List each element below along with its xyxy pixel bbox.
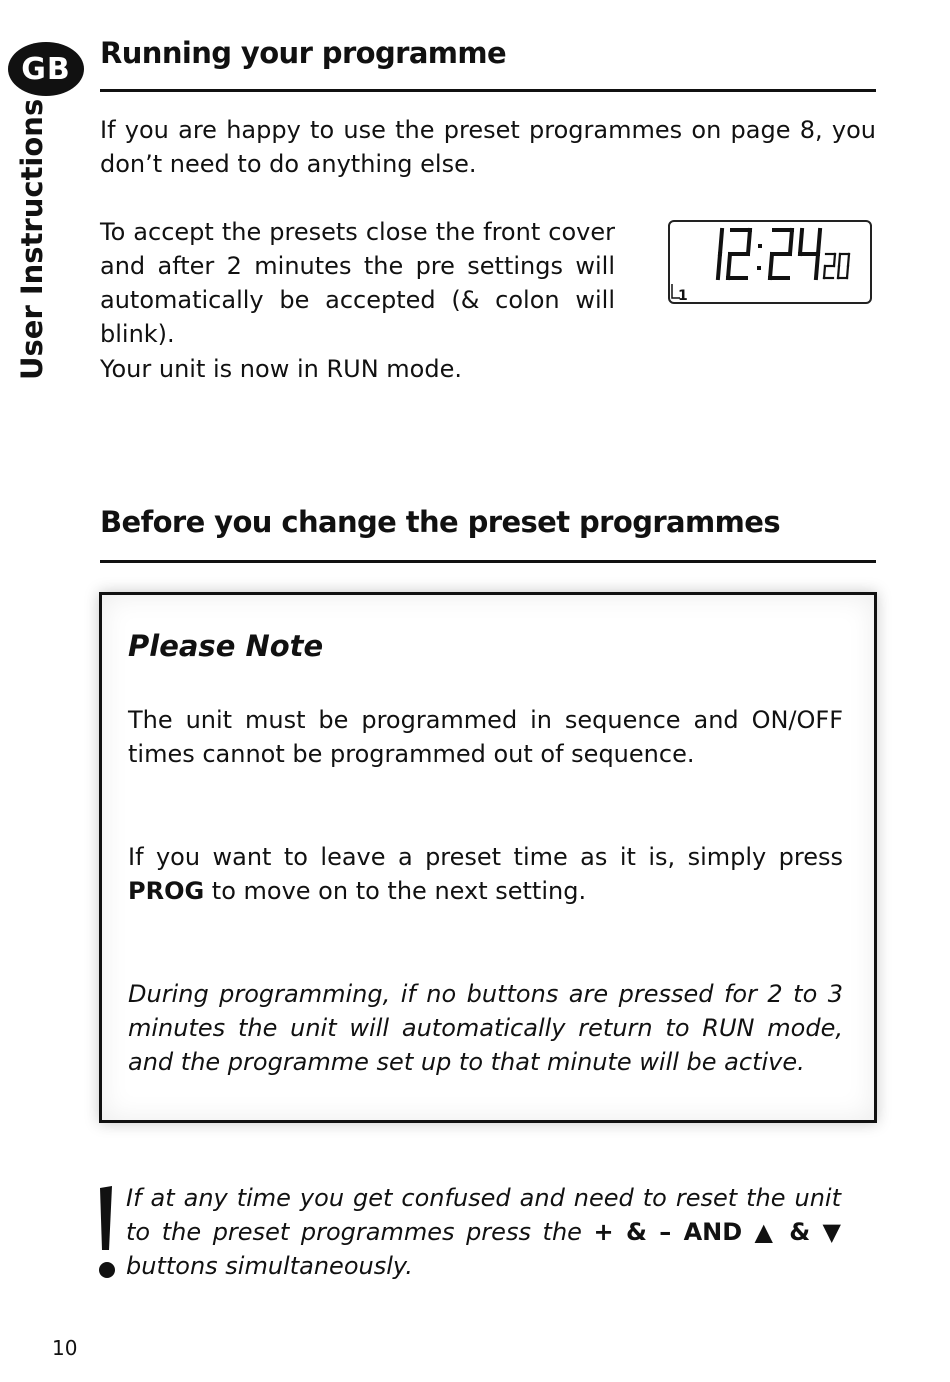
reset-warning-paragraph: If at any time you get confused and need to reset the unit to the preset programmes press the + & – AND ▲ & ▼ buttons simultaneously.	[126, 1184, 841, 1280]
lcd-seconds-digit	[834, 254, 835, 266]
lcd-day-number: 1	[678, 288, 688, 302]
note-timeout-paragraph: During programming, if no buttons are pressed for 2 to 3 minutes the unit will automatically return to RUN mode, and the programme set up to that minute will be active.	[128, 980, 843, 1076]
section-title-running: Running your programme	[100, 36, 507, 70]
lcd-seconds-digit	[839, 254, 840, 266]
accept-presets-paragraph: To accept the presets close the front cover and after 2 minutes the pre settings will automatically be accepted (& colon will blink).	[100, 218, 615, 348]
note-sequence-paragraph: The unit must be programmed in sequence and ON/OFF times cannot be programmed out of sequence.	[128, 706, 843, 768]
run-mode-paragraph: Your unit is now in RUN mode.	[100, 355, 462, 383]
exclamation-icon	[97, 1186, 117, 1282]
lcd-colon	[757, 266, 761, 270]
lcd-time-digit	[748, 230, 750, 254]
reset-keys-label: + & – AND ▲ & ▼	[593, 1218, 841, 1246]
please-note-box	[99, 592, 877, 1123]
lcd-display	[668, 220, 872, 304]
title-divider	[100, 89, 876, 92]
lcd-time-digit	[718, 254, 720, 278]
side-section-label: User Instructions	[15, 98, 49, 380]
prog-key-label: PROG	[128, 877, 205, 905]
section-title-before-change: Before you change the preset programmes	[100, 505, 780, 539]
lcd-seconds-digit	[848, 254, 849, 266]
lcd-time-digit	[816, 254, 818, 278]
lcd-seconds-digit	[847, 266, 848, 278]
lcd-colon	[758, 244, 762, 248]
note-prog-paragraph: If you want to leave a preset time as it is, simply press PROG to move on to the next setting.	[128, 843, 843, 905]
intro-paragraph: If you are happy to use the preset programmes on page 8, you don’t need to do anything else.	[100, 116, 876, 178]
lcd-time-digit	[728, 254, 730, 278]
lcd-time-digit	[800, 230, 802, 254]
lcd-time-digit	[818, 230, 820, 254]
lcd-seconds-digit	[838, 266, 839, 278]
note-title: Please Note	[128, 629, 324, 663]
lcd-time-digit	[720, 230, 722, 254]
lcd-time-digit	[770, 254, 772, 278]
section-divider	[100, 560, 876, 563]
lcd-time-digit	[790, 230, 792, 254]
page-number: 10	[52, 1336, 78, 1360]
language-badge: GB	[8, 42, 84, 96]
lcd-digits-icon	[670, 222, 870, 302]
lcd-seconds-digit	[824, 266, 825, 278]
